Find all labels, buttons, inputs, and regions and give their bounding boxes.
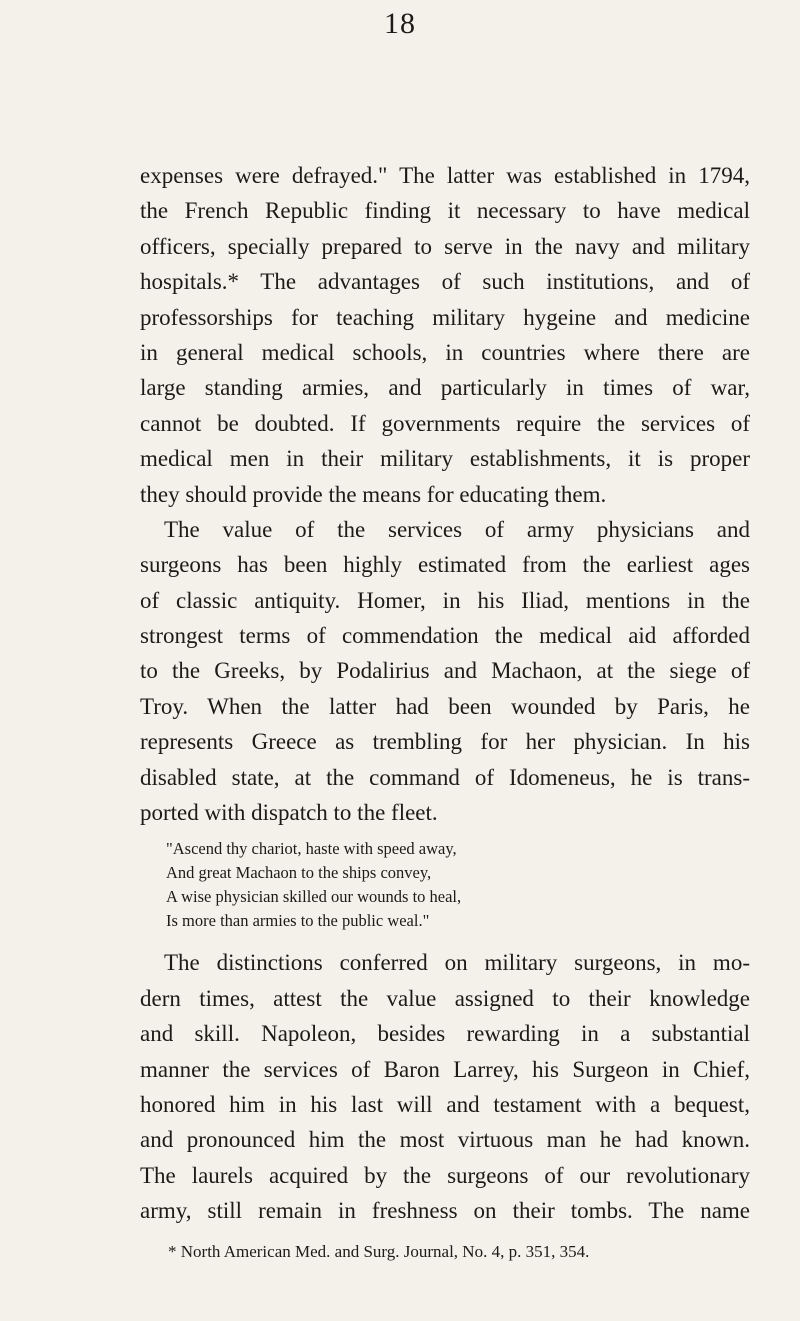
text-line: medical men in their military establishments, it is proper — [140, 446, 750, 472]
text-line: in general medical schools, in countries where there are — [140, 339, 750, 365]
text-line: surgeons has been highly estimated from the earliest ages — [140, 552, 750, 578]
text-line: The distinctions conferred on military surgeons, in mo- — [164, 950, 750, 976]
text-line: hospitals.* The advantages of such institutions, and of — [140, 269, 750, 295]
text-line: officers, specially prepared to serve in the navy and military — [140, 233, 750, 259]
text-line: manner the services of Baron Larrey, his Surgeon in Chief, — [140, 1056, 750, 1082]
text-line: dern times, attest the value assigned to their knowledge — [140, 985, 750, 1011]
text-line: ported with dispatch to the fleet. — [140, 800, 438, 826]
text-line: expenses were defrayed." The latter was established in 1794, — [140, 163, 750, 188]
text-line: cannot be doubted. If governments require the services of — [140, 410, 750, 436]
text-line: represents Greece as trembling for her physician. In his — [140, 729, 750, 755]
paragraph-2 — [140, 512, 750, 831]
text-line: disabled state, at the command of Idomeneus, he is trans- — [140, 764, 750, 790]
text-line: army, still remain in freshness on their tombs. The name — [140, 1198, 750, 1224]
text-line: and skill. Napoleon, besides rewarding in a substantial — [140, 1021, 750, 1047]
text-line: they should provide the means for educating them. — [140, 481, 607, 507]
paragraph-1 — [140, 158, 750, 512]
verse-line: A wise physician skilled our wounds to heal, — [166, 887, 462, 907]
paragraph-3 — [140, 945, 750, 1228]
footnote: * North American Med. and Surg. Journal, No. 4, p. 351, 354. — [168, 1242, 590, 1261]
body-text — [140, 158, 750, 1229]
text-line: The laurels acquired by the surgeons of our revolutionary — [140, 1162, 750, 1188]
text-line: and pronounced him the most virtuous man he had known. — [140, 1127, 750, 1153]
verse-line: And great Machaon to the ships convey, — [166, 863, 432, 883]
text-line: the French Republic finding it necessary to have medical — [140, 198, 750, 224]
text-line: honored him in his last will and testament with a bequest, — [140, 1091, 750, 1117]
verse-line: "Ascend thy chariot, haste with speed away, — [166, 839, 457, 859]
text-line: The value of the services of army physicians and — [164, 516, 750, 542]
text-line: to the Greeks, by Podalirius and Machaon, at the siege of — [140, 658, 750, 684]
text-line: of classic antiquity. Homer, in his Iliad, mentions in the — [140, 587, 750, 613]
text-line: large standing armies, and particularly in times of war, — [140, 375, 750, 401]
verse-quotation — [140, 837, 626, 933]
text-line: Troy. When the latter had been wounded by Paris, he — [140, 693, 750, 719]
page-number: 18 — [384, 7, 416, 40]
text-line: strongest terms of commendation the medical aid afforded — [140, 623, 750, 649]
verse-line: Is more than armies to the public weal." — [166, 911, 430, 931]
text-line: professorships for teaching military hygeine and medicine — [140, 304, 750, 330]
